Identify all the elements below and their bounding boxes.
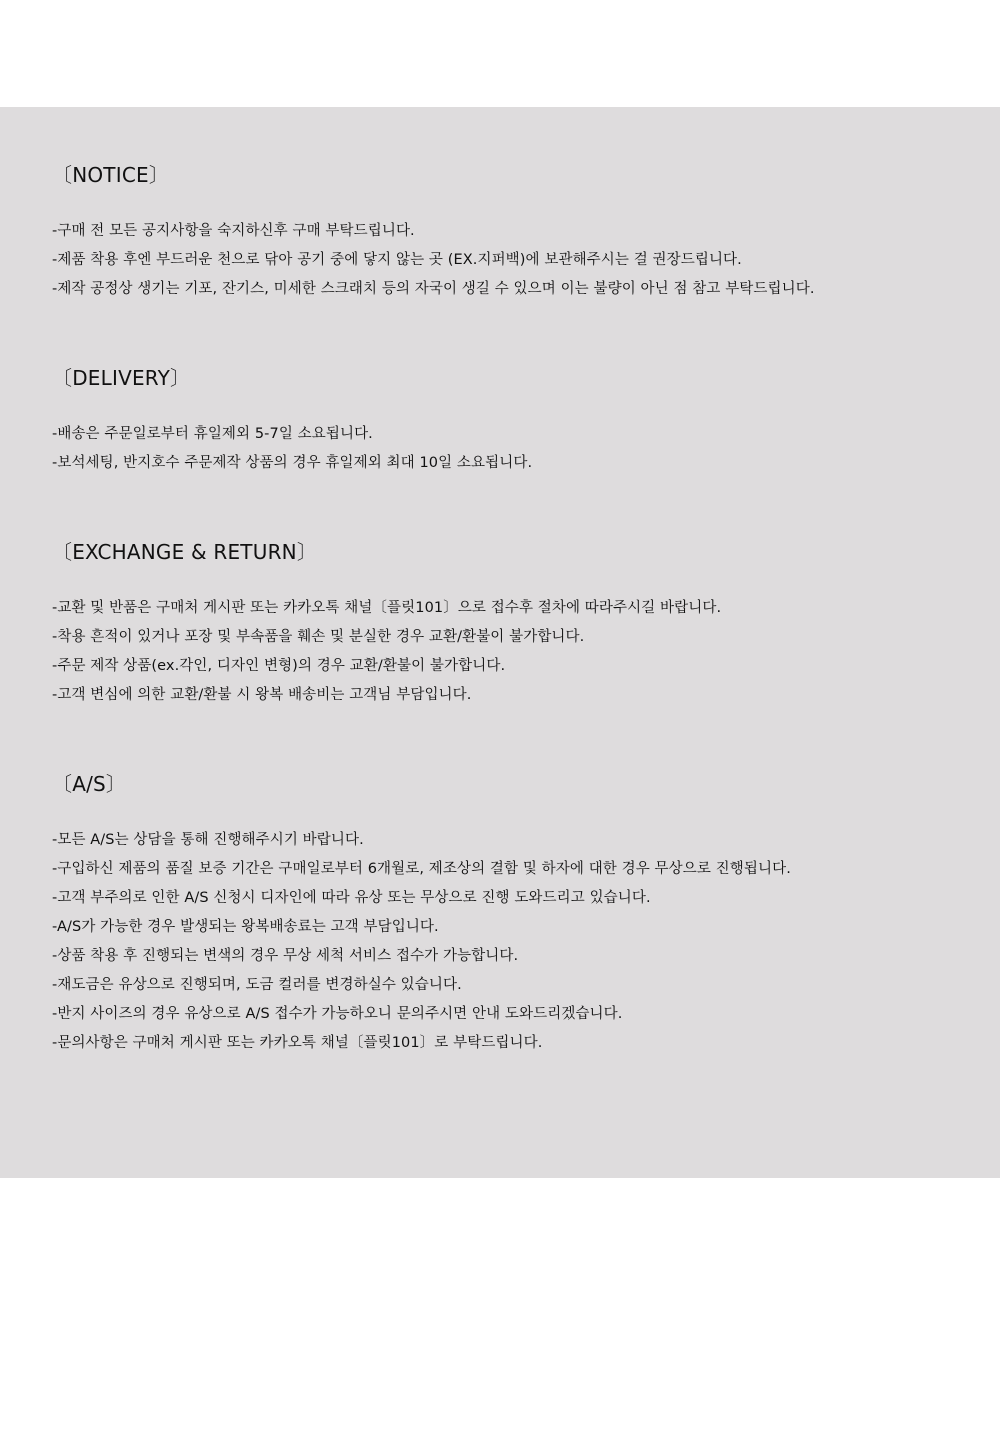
exchange-list <box>52 594 952 710</box>
notice-title: 〔NOTICE〕 <box>52 163 170 187</box>
notice-list <box>52 217 952 304</box>
notice-line: -제품 착용 후엔 부드러운 천으로 닦아 공기 중에 닿지 않는 곳 (EX.지퍼백)에 보관해주시는 걸 권장드립니다. <box>52 252 742 268</box>
delivery-line: -보석세팅, 반지호수 주문제작 상품의 경우 휴일제외 최대 10일 소요됩니다. <box>52 455 533 471</box>
exchange-line: -주문 제작 상품(ex.각인, 디자인 변형)의 경우 교환/환불이 불가합니다. <box>52 658 506 674</box>
as-list <box>52 826 952 1058</box>
as-title: 〔A/S〕 <box>52 772 127 796</box>
delivery-line: -배송은 주문일로부터 휴일제외 5-7일 소요됩니다. <box>52 426 373 442</box>
exchange-title: 〔EXCHANGE & RETURN〕 <box>52 540 318 564</box>
as-section <box>52 772 952 1058</box>
info-panel <box>0 107 1000 1178</box>
as-line: -상품 착용 후 진행되는 변색의 경우 무상 세척 서비스 접수가 가능합니다. <box>52 948 519 964</box>
notice-line: -구매 전 모든 공지사항을 숙지하신후 구매 부탁드립니다. <box>52 223 415 239</box>
as-line: -구입하신 제품의 품질 보증 기간은 구매일로부터 6개월로, 제조상의 결함 및 하자에 대한 경우 무상으로 진행됩니다. <box>52 861 791 877</box>
delivery-title: 〔DELIVERY〕 <box>52 366 191 390</box>
exchange-line: -착용 흔적이 있거나 포장 및 부속품을 훼손 및 분실한 경우 교환/환불이 불가합니다. <box>52 629 585 645</box>
notice-line: -제작 공정상 생기는 기포, 잔기스, 미세한 스크래치 등의 자국이 생길 수 있으며 이는 불량이 아닌 점 참고 부탁드립니다. <box>52 281 815 297</box>
exchange-line: -고객 변심에 의한 교환/환불 시 왕복 배송비는 고객님 부담입니다. <box>52 687 472 703</box>
delivery-section <box>52 366 952 478</box>
notice-section <box>52 163 952 304</box>
as-line: -반지 사이즈의 경우 유상으로 A/S 접수가 가능하오니 문의주시면 안내 도와드리겠습니다. <box>52 1006 623 1022</box>
as-line: -A/S가 가능한 경우 발생되는 왕복배송료는 고객 부담입니다. <box>52 919 439 935</box>
delivery-list <box>52 420 952 478</box>
as-line: -문의사항은 구매처 게시판 또는 카카오톡 채널〔플릿101〕로 부탁드립니다. <box>52 1035 543 1051</box>
as-line: -모든 A/S는 상담을 통해 진행해주시기 바랍니다. <box>52 832 364 848</box>
exchange-line: -교환 및 반품은 구매처 게시판 또는 카카오톡 채널〔플릿101〕으로 접수후 절차에 따라주시길 바랍니다. <box>52 600 722 616</box>
as-line: -재도금은 유상으로 진행되며, 도금 컬러를 변경하실수 있습니다. <box>52 977 462 993</box>
exchange-section <box>52 540 952 710</box>
as-line: -고객 부주의로 인한 A/S 신청시 디자인에 따라 유상 또는 무상으로 진행 도와드리고 있습니다. <box>52 890 651 906</box>
